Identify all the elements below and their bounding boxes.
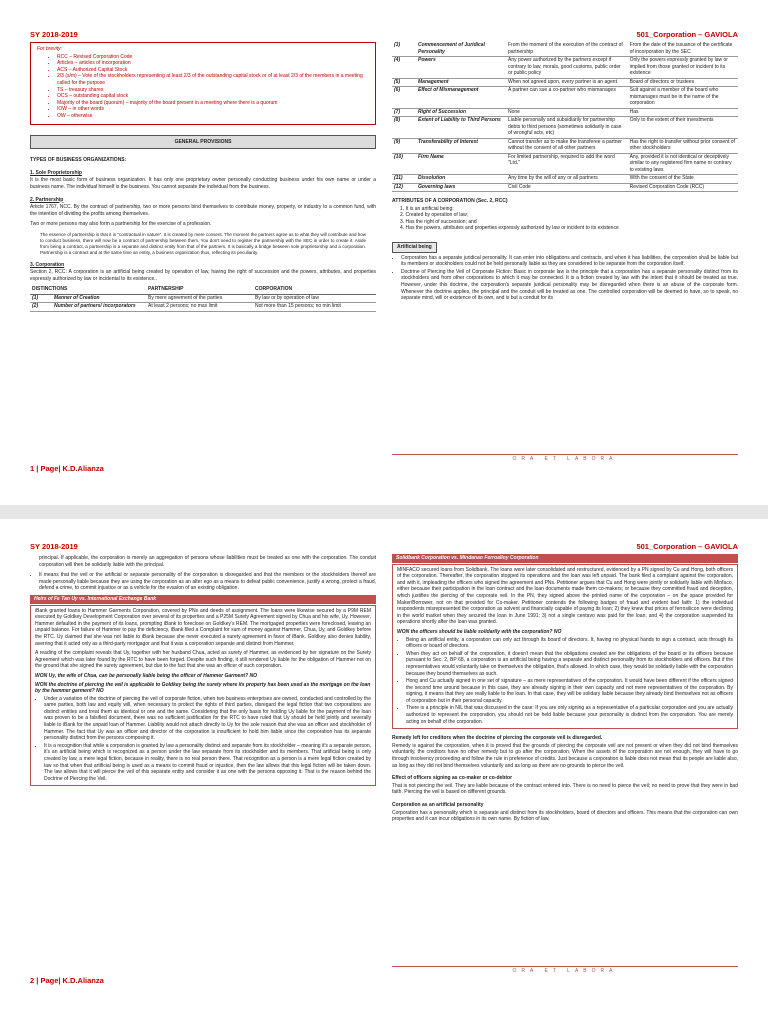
table-row — [392, 87, 738, 109]
table-cell: By mere agreement of the parties — [146, 294, 253, 303]
case-2-ruling — [397, 637, 733, 726]
brevity-item: • ACS – Authorized Capital Stock — [57, 67, 369, 74]
brevity-item: • RCC – Revised Corporation Code — [57, 54, 369, 61]
author-name: K.D.Alianza — [62, 976, 104, 985]
attributes-title: ATTRIBUTES OF A CORPORATION (Sec. 2, RCC) — [392, 198, 508, 204]
artificial-being-bullets — [392, 255, 738, 302]
table-cell: Right of Succession — [416, 108, 506, 117]
table-cell: (8) — [392, 117, 416, 139]
table-cell: Cannot transfer as to make the transferee a partner without the consent of all other partners — [506, 138, 628, 153]
distinctions-table — [30, 286, 376, 312]
motto: ORA ET LABORA — [392, 966, 738, 974]
attribute-item: 1. It is an artificial being; — [400, 205, 454, 212]
attributes-list — [400, 206, 738, 232]
table-row — [392, 42, 738, 57]
partnership-note: Two or more persons may also form a partnership for the exercise of a profession. — [30, 221, 212, 228]
table-cell: (3) — [392, 42, 416, 57]
bullet-item: • Doctrine of Piercing the Veil of Corporate Fiction: Basic in corporate law is the principle that a corporation has a separate personality distinct from its stockholders and from other corporations to which it may be connected. It is a fiction created by law with the intent that it should be treated as true. However, under this doctrine, the corporation's separate juridical personality may be disregarded when there is an abuse of the corporate form. Whenever the doctrine applies, the principal and the conduit will be treated as one. The controlled corporation will be deemed to have, so to speak, no separate mind, will or existence of its own, and is but a conduit for its — [401, 269, 738, 302]
table-cell: (1) — [30, 294, 52, 303]
table-cell: Extent of Liability to Third Persons — [416, 117, 506, 139]
table-cell: Firm Name — [416, 153, 506, 175]
table-cell: By law or by operation of law — [253, 294, 376, 303]
table-row — [392, 183, 738, 192]
table-row — [392, 138, 738, 153]
general-provisions-heading: GENERAL PROVISIONS — [30, 135, 376, 150]
table-row — [392, 175, 738, 184]
table-cell: From the moment of the execution of the contract of partnership — [506, 42, 628, 57]
case-1-issue-1: WON Uy, the wife of Chua, can be personally liable being the officer of Hammer Garment? NO — [35, 672, 257, 679]
partnership-text: Article 1767, NCC. By the contract of partnership, two or more persons bind themselves to contribute money, property, or industry to a common fund, with the intention of dividing the profits among themselves. — [30, 204, 376, 217]
page-number: 2 — [30, 976, 35, 985]
brevity-item: • OW – otherwise — [57, 113, 369, 120]
table-cell: Transferability of Interest — [416, 138, 506, 153]
comaker-title: Effect of officers signing as co-maker or co-debtor — [392, 775, 513, 782]
table-cell: At least 2 persons; no max limit — [146, 303, 253, 312]
table-cell: (12) — [392, 183, 416, 192]
table-cell: (4) — [392, 57, 416, 79]
page-1 — [0, 0, 768, 510]
page-2-left-column — [30, 554, 376, 786]
case-2-facts: MINFACO secured loans from Solidbank. The loans were later consolidated and restructured, evidenced by a PN signed by Cu and Hong, both officers of the corporation. Thereafter, the corporation stopped its operations and the loan was left unpaid. The bank filed a complaint against the corporation, and with it, impleading the officers who signed the agreement and PNs. Petitioner argues that Cu and Hong were jointly or solidarily liable with Minfaco, either because their participation in the loan contract and the loan documents made them co-makers; or because they committed fraud and deception, which justifies the piercing of the corporate veil. In the PN, they signed above the printed name of the corporation – on the space provided for Maker/Borrower, not on that provided for Co-maker. Petitioner contends the following badges of fraud and evident bad faith: 1) the individual respondents misrepresented the corporation as solvent and financially capable of paying its loan; 2) they knew that prices of ferrosilicon were declining in the world market when they secured the loan in June 1991; 3) not a single centavo was paid for the loan; and 4) the corporation suspended its operations shortly after the loan was granted. — [397, 566, 733, 626]
table-cell: Manner of Creation — [52, 294, 146, 303]
table-row — [392, 153, 738, 175]
corporation-title: 3. Corporation — [30, 261, 65, 268]
partnership-title: 2. Partnership — [30, 196, 64, 203]
brevity-item: • 2/3 (s/m) – Vote of the stockholders representing at least 2/3 of the outstanding capital stock or of at least 2/3 of the members in a meeting called for the purpose — [57, 73, 369, 86]
table-cell: Has — [628, 108, 738, 117]
page-label: | Page| — [34, 976, 63, 985]
table-row — [30, 303, 376, 312]
comaker-text: That is not piercing the veil. They are liable because of the contract entered into. There is no need to pierce the veil; no need to prove that they were in bad faith. Piercing the veil is based on different grounds. — [392, 782, 738, 796]
table-cell: (2) — [30, 303, 52, 312]
partnership-quote: The essence of partnership is that it is "contractual in nature". It is created by mere consent. The moment the partners agree as to what they will contribute and how to conduct business, there will now be a contract of partnership between them. You don't need to register the partnership with the SEC in order to create it. Aside from being a contract, a partnership is a separate and distinct entity from that of the partners. It is basically a bridge between sole proprietorship and a corporation. Partnership is a contract and at the same time an entity, a business organization thus, reflecting its peculiarity. — [40, 231, 366, 255]
header-course-title: 501_Corporation – GAVIOLA — [636, 30, 738, 39]
bullet-item: • Under a variation of the doctrine of piercing the veil of corporate fiction, when two business enterprises are owned, conducted and controlled by the same parties, both law and equity will, when necessary to protect the rights of third parties, disregard the legal fiction that two corporations are distinct entities and treat them as identical or one and the same. Considering that the only basis for holding Uy liable for the payment of the loan was proven to be a falsified document, there was no sufficient justification for the RTC to have ruled that Uy should be held jointly and severally liable to iBank for the unpaid loan of Hammer. Liability would not attach directly to Uy for the sole reason that she was an officer and stockholder of Hammer. The fact that Uy was an officer and director of the corporation is insufficient to hold him liable since the corporation has its separate personality distinct from the persons composing it. — [44, 696, 371, 742]
header-school-year: SY 2018-2019 — [30, 30, 78, 39]
table-cell: For limited partnership, required to add the word "Ltd." — [506, 153, 628, 175]
brevity-list — [37, 54, 369, 120]
table-cell: A partner can sue a co-partner who mismanages — [506, 87, 628, 109]
remedy-title: Remedy left for creditors when the doctrine of piercing the corporate veil is disregarded. — [392, 735, 603, 742]
table-row — [30, 294, 376, 303]
page-footer — [30, 464, 104, 473]
attribute-item: 2. Created by operation of law; — [400, 212, 469, 219]
page-1-left-column — [30, 42, 376, 312]
table-cell: (10) — [392, 153, 416, 175]
bullet-item: • Hong and Cu actually signed in one set of signature – as mere representatives of the corporation. It would have been different if the officers signed the second time around because in this case, they are already signing in their own capacity and not mere representatives of the corporation. By signing, it means that they are really liable to the loan. In that case, they will be solidary liable because they already bind themselves not as officers of corporation but in their personal capacity. — [406, 678, 733, 704]
case-2-box — [392, 564, 738, 730]
table-cell: Suit against a member of the board who mismanages must be in the name of the corporation — [628, 87, 738, 109]
table-cell: Only to the extent of their investments — [628, 117, 738, 139]
table-cell: Has the right to transfer without prior consent of other stockholders — [628, 138, 738, 153]
page-label: | Page| — [34, 464, 63, 473]
page-footer — [30, 976, 104, 985]
table-row — [392, 108, 738, 117]
page-number: 1 — [30, 464, 35, 473]
case-1-facts-2: A reading of the complaint reveals that Uy, together with her husband Chua, acted as surety of Hammer, as evidenced by her signature on the Surety Agreement which was later found by the RTC to have been forged. Despite such finding, it still rendered Uy liable for the obligation of Hammer not on the ground that she signed the surety agreement, but due to the fact that she was an officer of such corporation. — [35, 650, 371, 670]
case-1-facts-1: iBank granted loans to Hammer Garments Corporation, covered by PNs and deeds of assignment. The loans were likewise secured by a P9M REM executed by Goldkey Development Corporation over several of its properties and a P25M Surety Agreement signed by Chua and his wife, Uy. However, Hammer defaulted in the payment of its loans, prompting iBank to foreclose on Goldkey's REM. The mortgaged properties were foreclosed, leaving an unpaid balance. For failure of Hammer to pay the deficiency, iBank filed a Complaint for sum of money against Hammer, Chua, Uy, and Goldkey before the RTC. Uy claimed that she was not liable to iBank because she never executed a surety agreement in favor of iBank. Goldkey also denies liability, averring that it acted only as a third-party mortgagor and that it was a corporation separate and distinct from Hammer. — [35, 607, 371, 647]
table-row — [392, 57, 738, 79]
table-cell: Any power authorized by the partners except if contrary to law, morals, good customs, public order or public policy — [506, 57, 628, 79]
table-cell: Powers — [416, 57, 506, 79]
brevity-box — [30, 42, 376, 125]
case-1-ruling — [35, 696, 371, 783]
continued-bullet: • It means that the veil or the artificial or separate personality of the corporation is disregarded and that the members or the stockholders thereof are made personally liable because they are using the corporation as an alter ego as a means to defeat public convenience, justify a wrong, protect a fraud, defend a crime, to commit injustice or as a vehicle for the evasion of an existing obligation. — [39, 572, 376, 592]
table-cell: None — [506, 108, 628, 117]
table-cell: Liable personally and subsidiarily for partnership debts to third persons (sometimes solidarily in case of wrongful acts, etc) — [506, 117, 628, 139]
table-cell: Management — [416, 78, 506, 87]
table-cell: Not more than 15 persons; no min limit — [253, 303, 376, 312]
header-school-year: SY 2018-2019 — [30, 542, 78, 551]
page-2-right-column — [392, 554, 738, 827]
table-cell: Any time by the will of any or all partners — [506, 175, 628, 184]
artificial-being-title: Artificial being — [392, 242, 437, 253]
case-2-title: Solidbank Corporation vs. Mindanao Ferroalloy Corporation — [392, 554, 738, 563]
table-cell: With the consent of the State — [628, 175, 738, 184]
brevity-item: • IOW – in other words — [57, 106, 369, 113]
bullet-item: • There is a principle in NIL that was discussed in the case: If you are only signing as a representative of a particular corporation and you are actually authorized to represent the corporation, you should not be held liable because your personality is distinct from the corporation. You are merely acting on behalf of the corporation. — [406, 705, 733, 725]
table-cell: Effect of Mismanagement — [416, 87, 506, 109]
corporation-text: Section 2, RCC: A corporation is an artificial being created by operation of law, having the right of succession and the powers, attributes, and properties expressly authorized by law or incidental to its existence.. — [30, 269, 376, 282]
brevity-item: • Articles – articles of incorporation — [57, 60, 369, 67]
case-1-title: Heirs of Fe Tan Uy vs. International Exchange Bank — [30, 595, 376, 604]
brevity-item: • TS – treasury shares — [57, 87, 369, 94]
table-cell: Governing laws — [416, 183, 506, 192]
table-cell: Revised Corporation Code (RCC) — [628, 183, 738, 192]
page-1-right-column — [392, 42, 738, 303]
case-2-issue: WON the officers should be liable solidarily with the corporation? NO — [397, 628, 562, 635]
sole-proprietorship-title: 1. Sole Proprietorship — [30, 169, 82, 176]
table-cell: Board of directors or trustees — [628, 78, 738, 87]
table-cell: Any, provided it is not identical or deceptively similar to any registered firm name or contrary to existing laws — [628, 153, 738, 175]
case-1-box — [30, 605, 376, 787]
attribute-item: 3. Has the right of succession; and — [400, 218, 477, 225]
distinctions-table-continued — [392, 42, 738, 192]
table-cell: From the date of the issuance of the certificate of incorporation by the SEC — [628, 42, 738, 57]
table-cell: (6) — [392, 87, 416, 109]
table-cell: (7) — [392, 108, 416, 117]
types-title: TYPES OF BUSINESS ORGANIZATIONS: — [30, 157, 127, 164]
table-cell: Civil Code — [506, 183, 628, 192]
page-separator — [0, 505, 768, 519]
author-name: K.D.Alianza — [62, 464, 104, 473]
table-cell: Commencement of Juridical Personality — [416, 42, 506, 57]
bullet-item: • Corporation has a separate juridical personality. It can enter into obligations and contracts, and when it has liabilities, the corporation shall be liable but its members or stockholders could not be held personally liable as they are considered to be separate from the corporation itself. — [401, 255, 738, 268]
attribute-item: 4. Has the powers, attributes and properties expressly authorized by law or incident to its existence — [400, 225, 619, 232]
continued-text: principal. If applicable, the corporation is merely an aggregation of persons whose liabilities must be treated as one with the corporation. The conduit corporation will then be solidarily liable with the principal. — [39, 555, 376, 568]
table-cell: (9) — [392, 138, 416, 153]
partnership-header: PARTNERSHIP — [146, 286, 253, 294]
remedy-text: Remedy is against the corporation, when it is proved that the grounds of piercing the corporate veil are not present or when they did not bind themselves voluntarily, the creditors have no other remedy but to go after the corporation. When the assets of the corporation are not enough, they will have to go through insolvency proceeding and follow the rule in preference of credits. Just because a corporation is liable does not mean that its people are liable also, as long as they did not bind themselves voluntarily and as long as there are no grounds to pierce the veil. — [392, 742, 738, 769]
sole-proprietorship-text: It is the most basic form of business organization. It has only one proprietary owner personally conducting business under his own name or under a business name. The individual himself is the business. You cannot separate the individual from the business. — [30, 177, 376, 190]
table-cell: (5) — [392, 78, 416, 87]
bullet-item: • It is a recognition that while a corporation is granted by law a personality distinct and separate from its stockholder – meaning it's a separate person, it's an artificial being which is recognized as a person under the law separate from its stockholder and its members. That artificial being is only created by law, a mere legal fiction, because in reality, there is no real person there. That recognition as a person is a mere legal fiction created by law so that when that artificial being is used as a means to commit fraud or injustice, then the law allows that this legal fiction will be taken down. The law allows that it will pierce the veil of this separate entity and consider it as one with the persons opposing it. That is the reason behind the Doctrine of Piercing the Veil. — [44, 743, 371, 783]
table-row — [392, 78, 738, 87]
table-cell: Number of partners/ incorporators — [52, 303, 146, 312]
brevity-item: • Majority of the board (quorum) – majority of the board present in a meeting where there is a quorum — [57, 100, 369, 107]
distinctions-header: DISTINCTIONS — [30, 286, 146, 294]
table-cell: (11) — [392, 175, 416, 184]
motto: ORA ET LABORA — [392, 454, 738, 462]
artificial-personality-text: Corporation has a personality which is separate and distinct from its stockholders, board of directors and officers. This means that the corporation can own properties and it can incur obligations in its own name. By fiction of law, — [392, 809, 738, 823]
brevity-title: For brevity: — [37, 46, 63, 52]
case-1-issue-2: WON the doctrine of piercing the veil is applicable to Goldkey being the surety where its property has been used as the mortgage on the loan by the hammer garment? NO — [35, 681, 371, 695]
table-cell: When not agreed upon, every partner is an agent — [506, 78, 628, 87]
artificial-personality-title: Corporation as an artificial personality — [392, 802, 484, 808]
bullet-item: • When they act on behalf of the corporation, it doesn't mean that the obligations created are the obligations of the board or its officers because pursuant to Sec. 2, BP 68, a corporation is an artificial being having a separate and distinct personality from its stockholders and officers. But if the representatives would voluntarily take on themselves the obligation, that's allowed. In which case, they would be solidarily liable with the corporation because they bound themselves as such. — [406, 651, 733, 677]
header-course-title: 501_Corporation – GAVIOLA — [636, 542, 738, 551]
table-row — [392, 117, 738, 139]
corporation-header: CORPORATION — [253, 286, 376, 294]
table-cell: Dissolution — [416, 175, 506, 184]
bullet-item: • Being an artificial entity, a corporation can only act through its board of directors. It, having no physical hands to sign a contract, acts through its officers or board of directors. — [406, 637, 733, 650]
table-cell: Only the powers expressly granted by law or implied from those granted or incident to its existence — [628, 57, 738, 79]
page-2 — [0, 512, 768, 1022]
brevity-item: • OCS – outstanding capital stock — [57, 93, 369, 100]
